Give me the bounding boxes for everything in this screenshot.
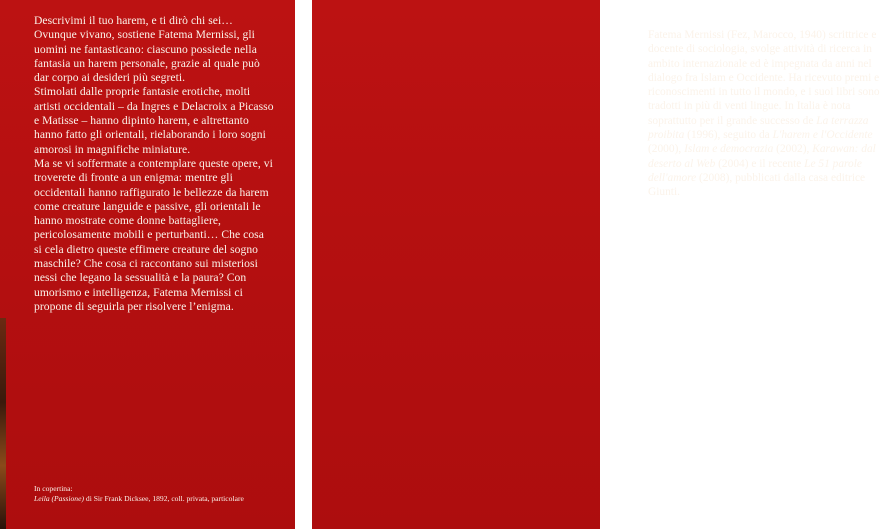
page-gap	[295, 0, 312, 529]
bio-text-1: (1996), seguito da	[684, 129, 773, 142]
caption-credit-line	[34, 494, 284, 504]
bio-text-2: (2000),	[648, 143, 685, 156]
bio-text-4: (2004) e il recente	[715, 157, 805, 170]
blurb-paragraph-2: Stimolati dalle proprie fantasie erotiche, molti artisti occidentali – da Ingres e Delacroix a Picasso e Matisse – hanno dipinto harem, e altrettanto hanno fatto gli orientali, rielaborando i loro sogni amorosi in magnifiche miniature.	[34, 85, 274, 156]
bio-text-5: (2008), pubblicati dalla casa editrice Giunti.	[648, 171, 866, 199]
book-title-5: Le 51 parole dell'amore	[648, 157, 862, 184]
cover-painting-edge	[0, 318, 6, 529]
book-title-2: L'harem e l'Occidente	[772, 129, 873, 142]
front-flap	[0, 0, 295, 529]
author-bio	[648, 28, 882, 200]
back-flap	[312, 0, 880, 529]
bio-text-3: (2002),	[773, 143, 813, 156]
caption-artwork-title: Leila (Passione)	[34, 494, 84, 503]
caption-label: In copertina:	[34, 484, 73, 493]
book-title-1: La terrazza proibita	[648, 114, 869, 142]
caption-credit: di Sir Frank Dicksee, 1892, coll. privata, particolare	[84, 494, 244, 503]
blurb-paragraph-1: Descrivimi il tuo harem, e ti dirò chi sei… Ovunque vivano, sostiene Fatema Mernissi, gli uomini ne fantasticano: ciascuno possiede nella fantasia un harem personale, grazie al quale può dar corpo ai desideri più segreti.	[34, 14, 260, 85]
book-title-4: Karawan: dal deserto al Web	[648, 143, 876, 170]
book-title-3: Islam e democrazia	[684, 143, 774, 156]
cover-caption	[34, 484, 284, 504]
blurb-text	[34, 14, 274, 314]
blurb-paragraph-3: Ma se vi soffermate a contemplare queste opere, vi troverete di fronte a un enigma: mentre gli occidentali hanno raffigurato le bellezze da harem come creature languide e passive, gli orientali le hanno mostrate come donne battagliere, pericolosamente mobili e perturbanti… Che cosa si cela dietro queste effimere creature del sogno maschile? Che cosa ci raccontano sui misteriosi nessi che legano la sessualità e la paura? Con umorismo e intelligenza, Fatema Mernissi ci propone di seguirla per risolvere l’enigma.	[34, 156, 273, 313]
bio-intro: Fatema Mernissi (Fez, Marocco, 1940) scrittrice e docente di sociologia, svolge attività di ricerca in ambito internazionale ed è impegnata da anni nel dialogo fra Islam e Occidente. Ha ricevuto premi e riconoscimenti in tutto il mondo, e i suoi libri sono tradotti in più di venti lingue. In Italia è nota soprattutto per il grande successo de	[648, 29, 880, 127]
